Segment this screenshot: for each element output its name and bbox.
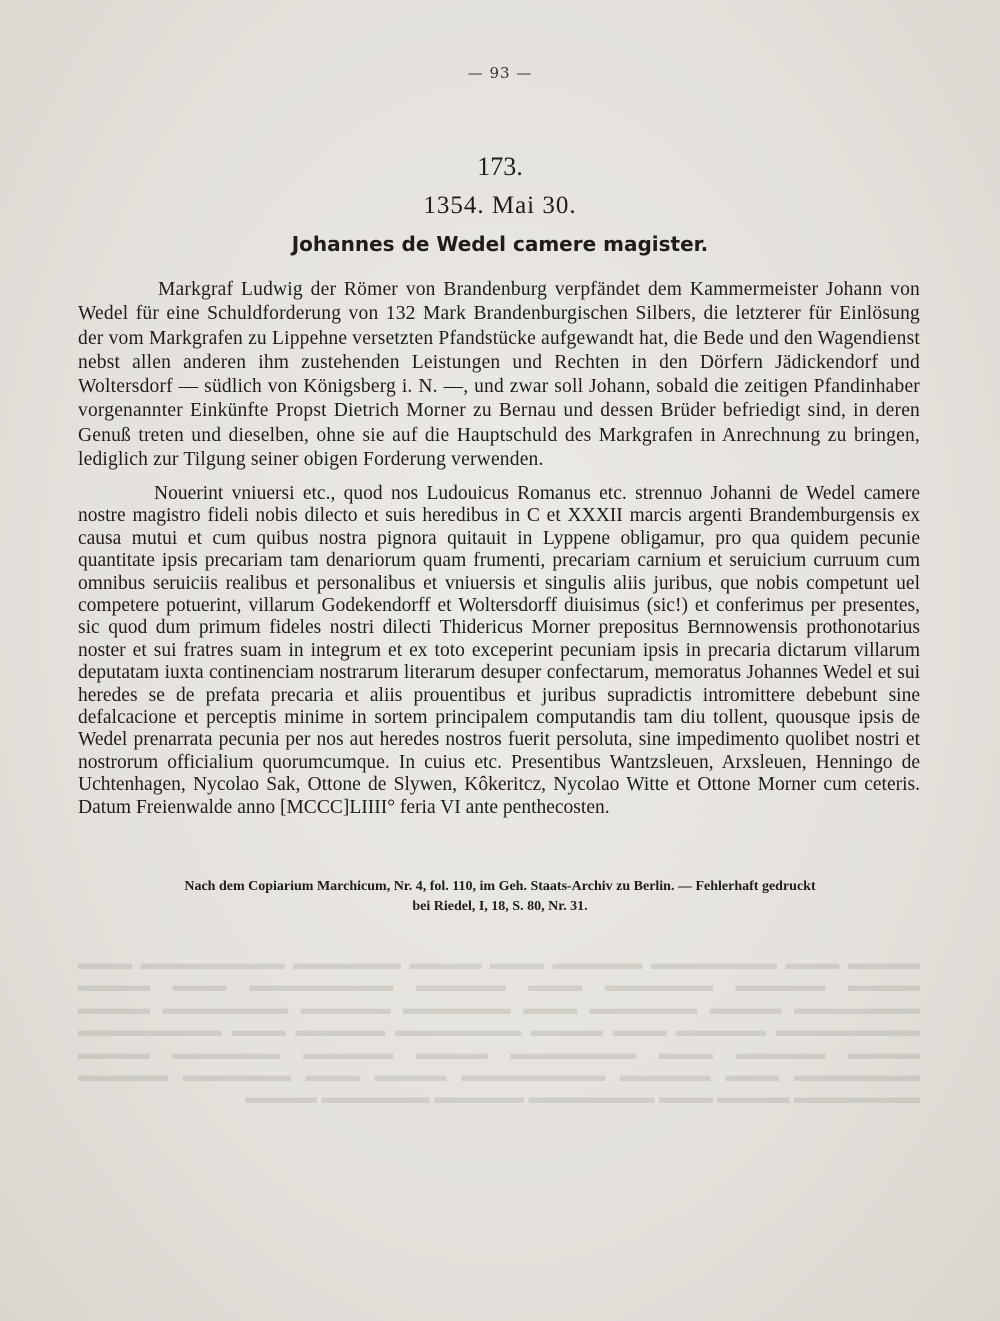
source-note-line: bei Riedel, I, 18, S. 80, Nr. 31.: [412, 899, 588, 914]
source-note: [100, 877, 900, 917]
bleed-through-decoration: ▬▬▬▬ ▬▬▬ ▬▬▬▬▬▬▬ ▬▬▬▬▬ ▬▬▬ ▬▬▬▬ ▬▬▬▬▬▬ ▬▬▬▬▬▬▬▬ ▬▬▬ ▬▬▬▬ ▬▬▬▬▬ ▬▬▬▬▬▬ ▬▬▬ ▬▬▬▬▬ ▬▬▬▬▬▬▬▬ ▬▬▬ ▬▬▬▬ ▬▬▬▬▬▬▬ ▬▬▬▬ ▬▬▬▬▬▬ ▬▬▬ ▬▬▬▬▬▬ ▬▬▬▬▬ ▬▬▬▬▬▬▬ ▬▬▬▬ ▬▬▬▬▬▬▬▬ ▬▬▬▬▬ ▬▬▬ ▬▬▬▬ ▬▬▬▬▬▬▬ ▬▬▬▬▬ ▬▬▬ ▬▬▬▬▬▬▬▬ ▬▬▬▬ ▬▬▬▬▬ ▬▬▬ ▬▬▬▬▬▬▬ ▬▬▬▬ ▬▬▬▬▬ ▬▬▬▬▬▬ ▬▬▬▬ ▬▬▬▬▬▬▬ ▬▬▬ ▬▬▬▬▬ ▬▬▬▬▬▬▬▬ ▬▬▬▬ ▬▬▬ ▬▬▬▬▬▬ ▬▬▬▬▬ ▬▬▬▬▬▬▬ ▬▬▬▬ ▬▬▬ ▬▬▬▬▬▬▬ ▬▬▬▬▬ ▬▬▬▬▬▬ ▬▬▬▬: [78, 953, 920, 1108]
document-number: 173.: [477, 152, 523, 181]
source-note-line: Nach dem Copiarium Marchicum, Nr. 4, fol. 110, im Geh. Staats-Archiv zu Berlin. — Fehlerhaft gedruckt: [184, 879, 816, 894]
document-title: Johannes de Wedel camere magister.: [291, 232, 709, 256]
document-date: 1354. Mai 30.: [423, 192, 577, 219]
page-number: — 93 —: [467, 64, 533, 82]
regest-paragraph: Markgraf Ludwig der Römer von Brandenburg verpfändet dem Kammermeister Johann von Wedel für eine Schuldforderung von 132 Mark Brandenburgischen Silbers, die letzterer für Einlösung der vom Markgrafen zu Lippehne versetzten Pfandstücke aufgewandt hat, die Bede und den Wagendienst nebst allen anderen ihm zustehenden Leistungen und Rechten in den Dörfern Jädickendorf und Woltersdorf — südlich von Königsberg i. N. —, und zwar soll Johann, sobald die zeitigen Pfandinhaber vorgenannter Einkünfte Propst Dietrich Morner zu Bernau und dessen Brüder befriedigt sind, in deren Genuß treten und dieselben, ohne sie auf die Hauptschuld des Markgrafen in Anrechnung zu bringen, lediglich zur Tilgung seiner obigen Forderung verwenden.: [78, 279, 920, 471]
latin-text-paragraph: Nouerint vniuersi etc., quod nos Ludouicus Romanus etc. strennuo Johanni de Wedel camere nostre magistro fideli nobis dilecto et suis heredibus in C et XXXII marcis argenti Brandemburgensis ex causa mutui et cum quibus nostra pignora quitauit in Lyppene obligamur, pro qua quidem pecunie quantitate ipsis precariam tam denariorum quam frumenti, precariam carnium et seruicium curruum cum omnibus seruiciis realibus et personalibus et vniuersis et singulis aliis juribus, que nobis competunt uel competere potuerint, villarum Godekendorff et Woltersdorff diuisimus (sic!) et conferimus per presentes, sic quod dum primum fideles nostri dilecti Thidericus Morner prepositus Bernnowensis prothonotarius noster et sui fratres suam in integrum et ex toto exceperint pecuniam ipsis in precaria dictarum villarum deputatam iuxta continenciam nostrarum literarum desuper confectarum, memoratus Johannes Wedel et sui heredes se de prefata precaria et aliis prouentibus et juribus supradictis intromittere debebunt sine defalcacione et perceptis minime in sortem principalem computandis tam diu tollent, quousque ipsis de Wedel prenarrata pecunia per nos aut heredes nostros fuerit persoluta, sine impedimento quolibet nostri et nostrorum officialium quorumcumque. In cuius etc. Presentibus Wantzsleuen, Arxsleuen, Henningo de Uchtenhagen, Nycolao Sak, Ottone de Slywen, Kôkeritcz, Nycolao Witte et Ottone Morner cum ceteris. Datum Freienwalde anno [MCCC]LIIII° feria VI ante penthecosten.: [78, 483, 920, 818]
